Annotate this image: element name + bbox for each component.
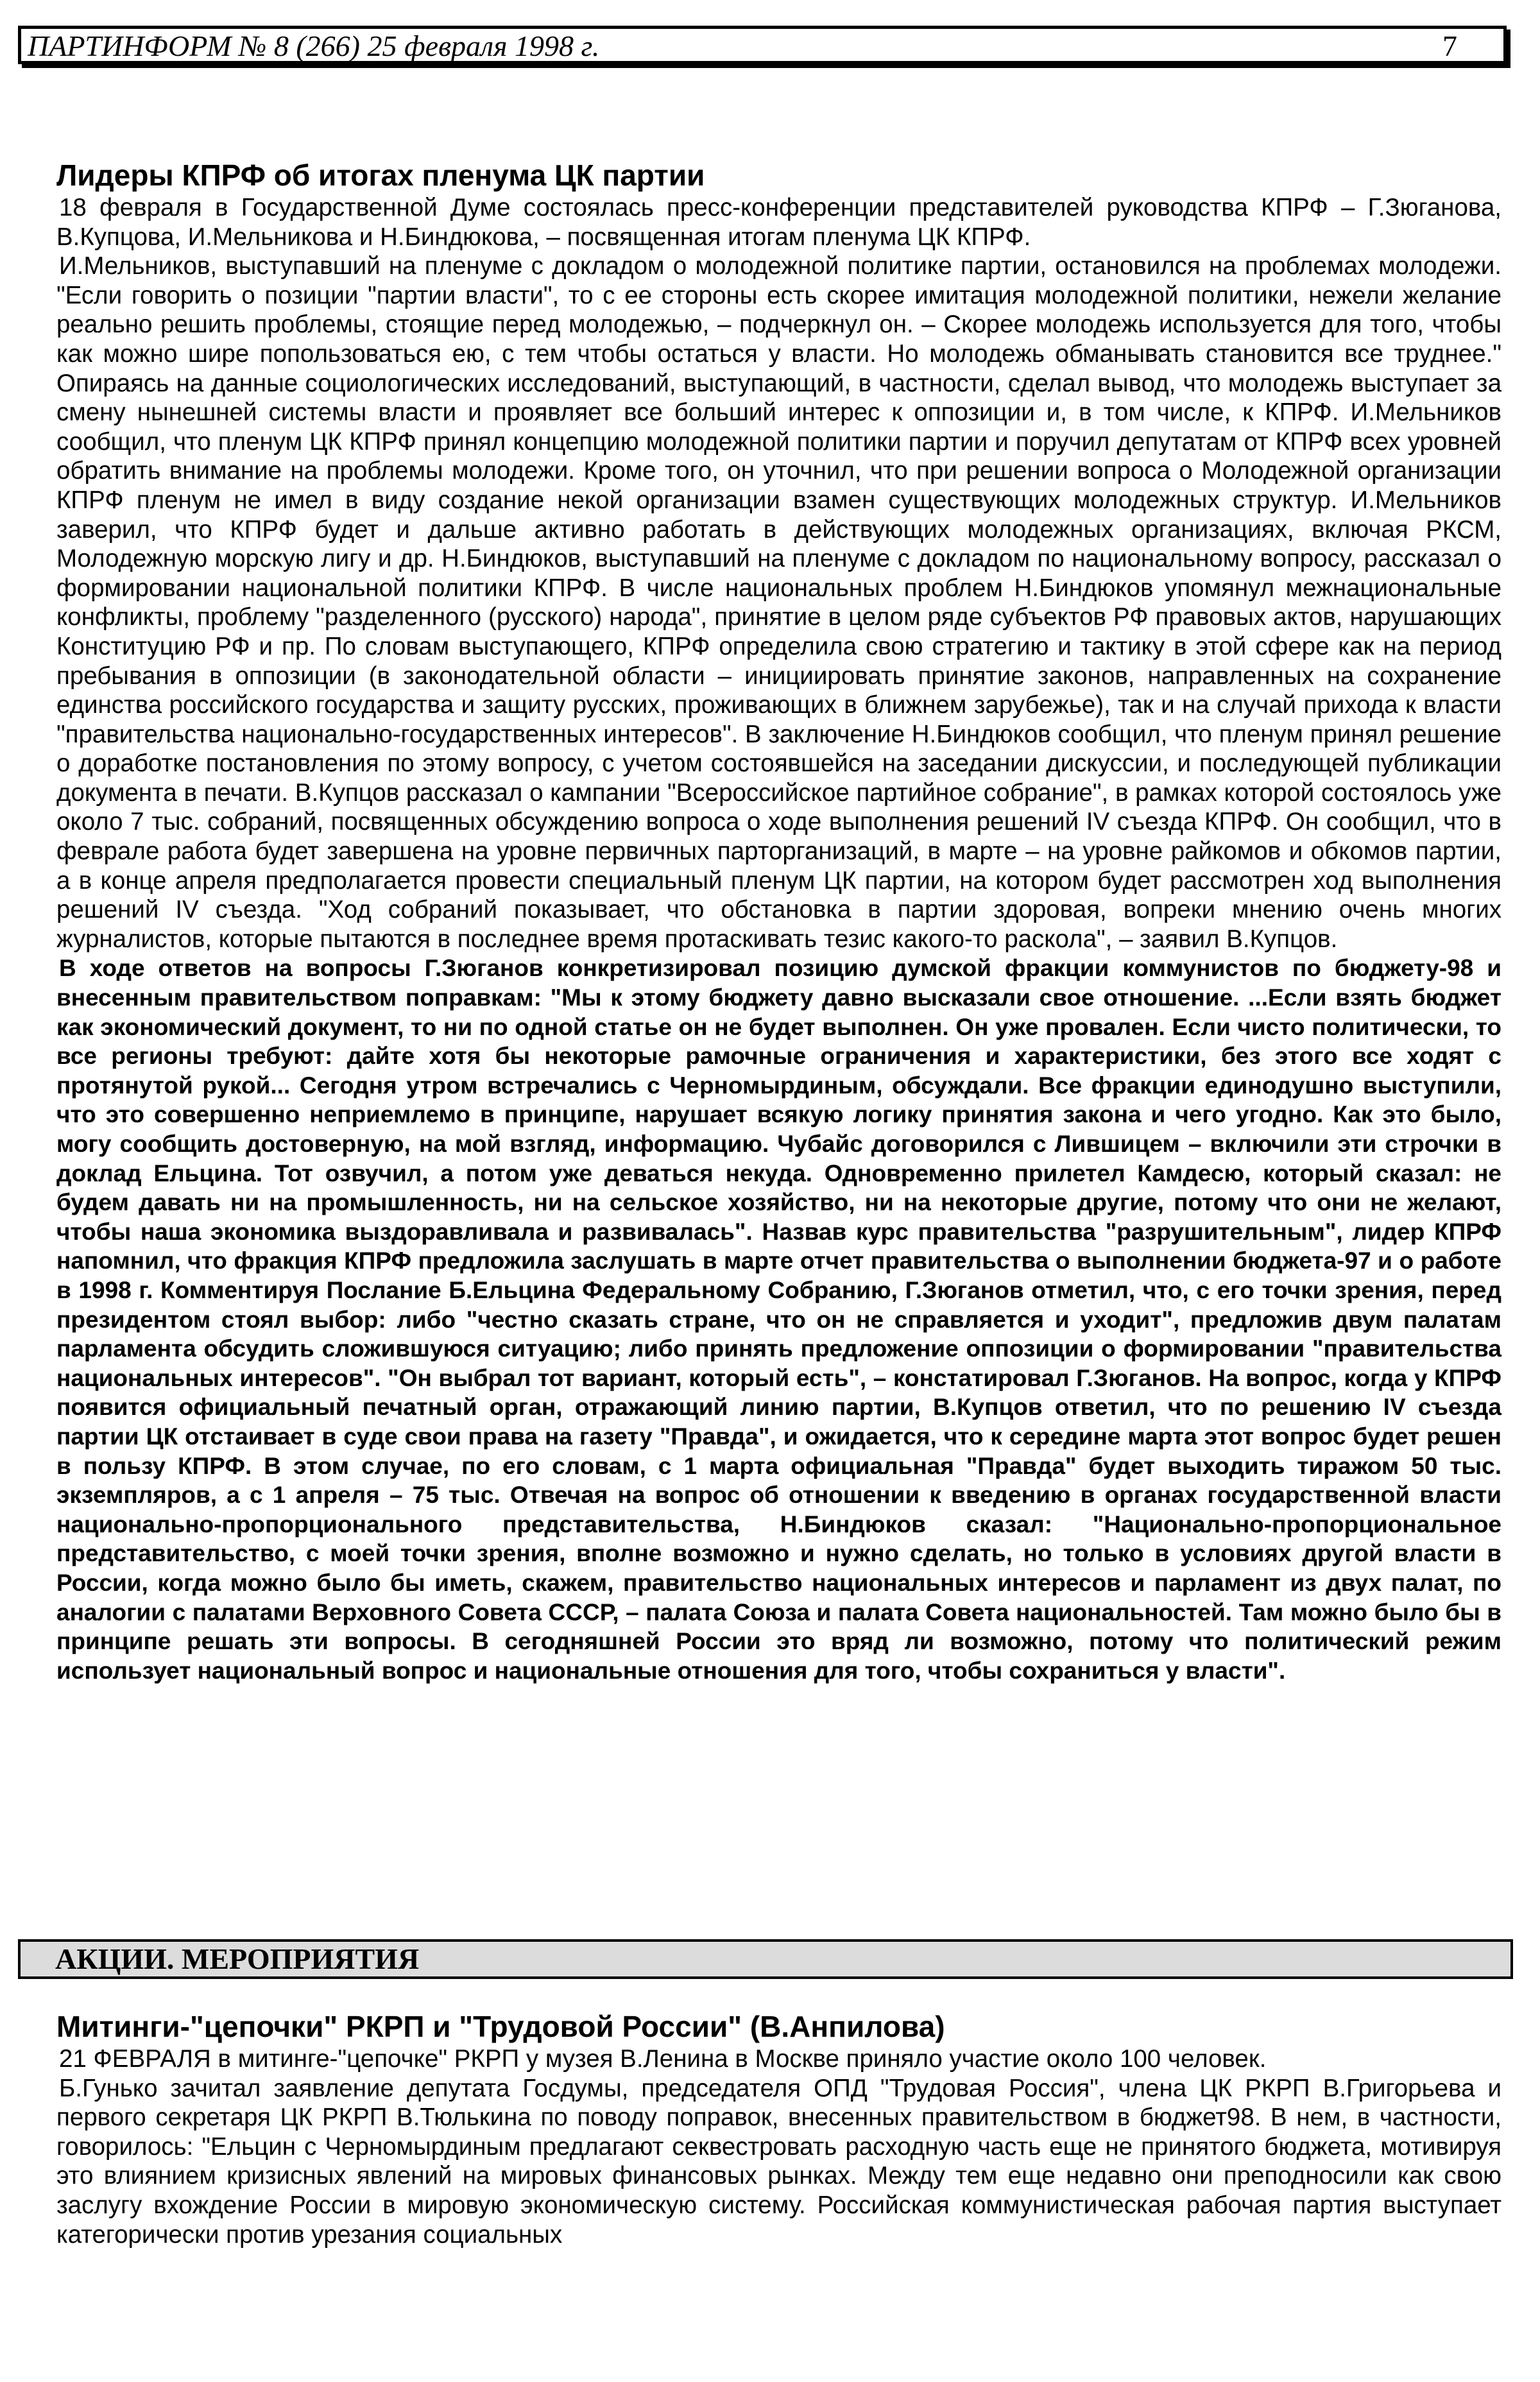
- article-rallies: [56, 2009, 1502, 2249]
- page-header: [18, 26, 1507, 64]
- article-paragraph: Б.Гунько зачитал заявление депутата Госдумы, председателя ОПД "Трудовая Россия", члена ЦК РКРП В.Григорьева и первого секретаря ЦК РКРП В.Тюлькина по поводу поправок, внесенных правительством в бюджет98. В нем, в частности, говорилось: "Ельцин с Черномырдиным предлагают секвестровать расходную часть еще не принятого бюджета, мотивируя это влиянием кризисных явлений на мировых финансовых рынках. Между тем еще недавно они преподносили как свою заслугу вхождение России в мировую экономическую систему. Российская коммунистическая рабочая партия выступает категорически против урезания социальных: [56, 2074, 1502, 2249]
- article-paragraph: И.Мельников, выступавший на пленуме с докладом о молодежной политике партии, остановился на проблемах молодежи. "Если говорить о позиции "партии власти", то с ее стороны есть скорее имитация молодежной политики, нежели желание реально решить проблемы, стоящие перед молодежью, – подчеркнул он. – Скорее молодежь используется для того, чтобы как можно шире попользоваться ею, с тем чтобы остаться у власти. Но молодежь обманывать становится все труднее." Опираясь на данные социологических исследований, выступающий, в частности, сделал вывод, что молодежь выступает за смену нынешней системы власти и проявляет все больший интерес к оппозиции и, в том числе, к КПРФ. И.Мельников сообщил, что пленум ЦК КПРФ принял концепцию молодежной политики партии и поручил депутатам от КПРФ всех уровней обратить внимание на проблемы молодежи. Кроме того, он уточнил, что при решении вопроса о Молодежной организации КПРФ пленум не имел в виду создание некой организации взамен существующих молодежных структур. И.Мельников заверил, что КПРФ будет и дальше активно работать в действующих молодежных организациях, включая РКСМ, Молодежную морскую лигу и др. Н.Биндюков, выступавший на пленуме с докладом по национальному вопросу, рассказал о формировании национальной политики КПРФ. В числе национальных проблем Н.Биндюков упомянул межнациональные конфликты, проблему "разделенного (русского) народа", принятие в целом ряде субъектов РФ правовых актов, нарушающих Конституцию РФ и пр. По словам выступающего, КПРФ определила свою стратегию и тактику в этой сфере как на период пребывания в оппозиции (в законодательной области – инициировать принятие законов, направленных на сохранение единства российского государства и защиту русских, проживающих в ближнем зарубежье), так и на случай прихода к власти "правительства национально-государственных интересов". В заключение Н.Биндюков сообщил, что пленум принял решение о доработке постановления по этому вопросу, с учетом состоявшейся на заседании дискуссии, и последующей публикации документа в печати. В.Купцов рассказал о кампании "Всероссийское партийное собрание", в рамках которой состоялось уже около 7 тыс. собраний, посвященных обсуждению вопроса о ходе выполнения решений IV съезда КПРФ. Он сообщил, что в феврале работа будет завершена на уровне первичных парторганизаций, в марте – на уровне райкомов и обкомов партии, а в конце апреля предполагается провести специальный пленум ЦК партии, на котором будет рассмотрен ход выполнения решений IV съезда. "Ход собраний показывает, что обстановка в партии здоровая, вопреки мнению очень многих журналистов, которые пытаются в последнее время протаскивать тезис какого-то раскола", – заявил В.Купцов.: [56, 252, 1502, 953]
- article-bold-paragraph: В ходе ответов на вопросы Г.Зюганов конкретизировал позицию думской фракции коммунистов по бюджету-98 и внесенным правительством поправкам: "Мы к этому бюджету давно высказали свое отношение. ...Если взять бюджет как экономический документ, то ни по одной статье он не будет выполнен. Он уже провален. Если чисто политически, то все регионы требуют: дайте хотя бы некоторые рамочные ограничения и характеристики, без этого все ходят с протянутой рукой... Сегодня утром встречались с Черномырдиным, обсуждали. Все фракции единодушно выступили, что это совершенно неприемлемо в принципе, нарушает всякую логику принятия закона и чего угодно. Как это было, могу сообщить достоверную, на мой взгляд, информацию. Чубайс договорился с Лившицем – включили эти строчки в доклад Ельцина. Тот озвучил, а потом уже деваться некуда. Одновременно прилетел Камдесю, который сказал: не будем давать ни на промышленность, ни на сельское хозяйство, ни на некоторые другие, потому что они не желают, чтобы наша экономика выздоравливала и развивалась". Назвав курс правительства "разрушительным", лидер КПРФ напомнил, что фракция КПРФ предложила заслушать в марте отчет правительства о выполнении бюджета-97 и о работе в 1998 г. Комментируя Послание Б.Ельцина Федеральному Собранию, Г.Зюганов отметил, что, с его точки зрения, перед президентом стоял выбор: либо "честно сказать стране, что он не справляется и уходит", предложив двум палатам парламента обсудить сложившуюся ситуацию; либо принять предложение оппозиции о формировании "правительства национальных интересов". "Он выбрал тот вариант, который есть", – констатировал Г.Зюганов. На вопрос, когда у КПРФ появится официальный печатный орган, отражающий линию партии, В.Купцов ответил, что по решению IV съезда партии ЦК отстаивает в суде свои права на газету "Правда", и ожидается, что к середине марта этот вопрос будет решен в пользу КПРФ. В этом случае, по его словам, с 1 марта официальная "Правда" будет выходить тиражом 50 тыс. экземпляров, а с 1 апреля – 75 тыс. Отвечая на вопрос об отношении к введению в органах государственной власти национально-пропорционального представительства, Н.Биндюков сказал: "Национально-пропорциональное представительство, с моей точки зрения, вполне возможно и нужно сделать, но только в условиях другой власти в России, когда можно было бы иметь, скажем, правительство национальных интересов и парламент из двух палат, по аналогии с палатами Верховного Совета СССР, – палата Союза и палата Совета национальностей. Там можно было бы в принципе решать эти вопросы. В сегодняшней России это вряд ли возможно, потому что политический режим использует национальный вопрос и национальные отношения для того, чтобы сохраниться у власти".: [56, 955, 1502, 1684]
- article-paragraph: 21 ФЕВРАЛЯ в митинге-"цепочке" РКРП у музея В.Ленина в Москве приняло участие около 100 человек.: [59, 2045, 1267, 2073]
- article-kprf-leaders: [56, 157, 1502, 1685]
- publication-title: ПАРТИНФОРМ № 8 (266) 25 февраля 1998 г.: [28, 30, 600, 62]
- article-headline: Лидеры КПРФ об итогах пленума ЦК партии: [56, 159, 705, 192]
- article-headline: Митинги-"цепочки" РКРП и "Трудовой России" (В.Анпилова): [56, 2010, 945, 2043]
- article-paragraph: 18 февраля в Государственной Думе состоялась пресс-конференции представителей руководства КПРФ – Г.Зюганова, В.Купцова, И.Мельникова и Н.Биндюкова, – посвященная итогам пленума ЦК КПРФ.: [56, 194, 1502, 251]
- page-number: 7: [1442, 30, 1457, 62]
- section-heading: АКЦИИ. МЕРОПРИЯТИЯ: [18, 1939, 1513, 1979]
